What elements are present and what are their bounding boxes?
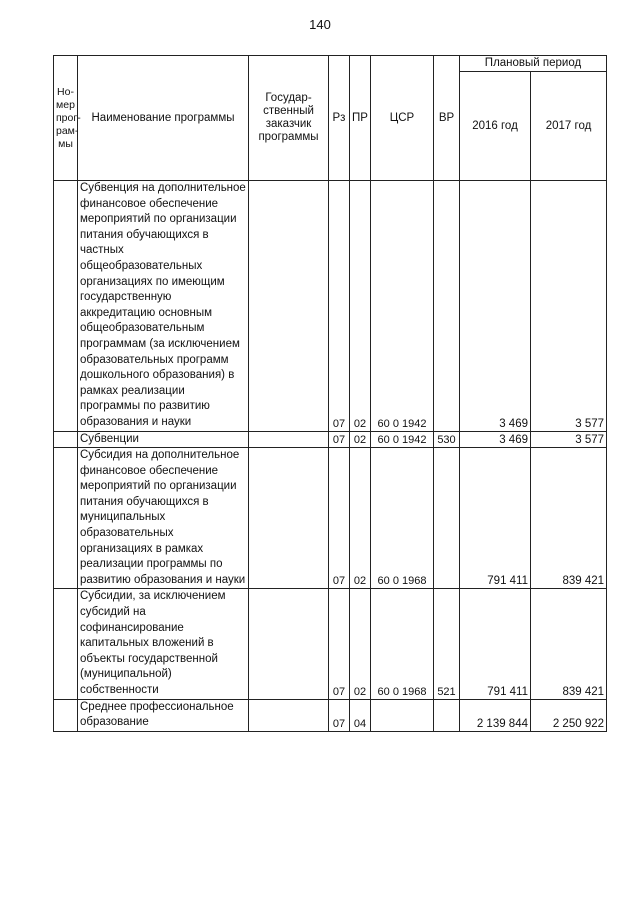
row-2017: 839 421 <box>531 448 607 589</box>
row-number <box>54 181 78 432</box>
row-rz: 07 <box>329 699 350 731</box>
row-csr <box>371 699 434 731</box>
table-row <box>54 589 607 699</box>
table-row <box>54 181 607 432</box>
row-vr <box>434 181 460 432</box>
page-number: 140 <box>309 17 331 32</box>
row-name: Субвенции <box>78 431 249 448</box>
row-2016: 791 411 <box>460 448 531 589</box>
row-customer <box>249 181 329 432</box>
row-pr: 02 <box>350 181 371 432</box>
row-2017: 839 421 <box>531 589 607 699</box>
row-rz: 07 <box>329 181 350 432</box>
row-pr: 04 <box>350 699 371 731</box>
row-csr: 60 0 1968 <box>371 448 434 589</box>
row-number <box>54 589 78 699</box>
row-rz: 07 <box>329 589 350 699</box>
header-customer: Государ- ственный заказчик программы <box>249 56 329 181</box>
row-name: Субвенция на дополнительное финансовое обеспечение мероприятий по организации питания обучающихся в частных общеобразовательных организациях по имеющим государственную аккредитацию основным общеобразовательным программам (за исключением образовательных программ дошкольного образования) в рамках реализации программы по развитию образования и науки <box>78 181 249 432</box>
header-rz: Рз <box>329 56 350 181</box>
row-2017: 3 577 <box>531 431 607 448</box>
row-csr: 60 0 1942 <box>371 431 434 448</box>
row-name: Среднее профессиональное образование <box>78 699 249 731</box>
row-2016: 3 469 <box>460 431 531 448</box>
header-program-name: Наименование программы <box>78 56 249 181</box>
row-customer <box>249 699 329 731</box>
row-pr: 02 <box>350 448 371 589</box>
header-year-2017: 2017 год <box>531 72 607 181</box>
header-planned-period: Плановый период <box>460 56 607 72</box>
row-vr: 530 <box>434 431 460 448</box>
header-vr: ВР <box>434 56 460 181</box>
row-customer <box>249 431 329 448</box>
row-2017: 3 577 <box>531 181 607 432</box>
row-2017: 2 250 922 <box>531 699 607 731</box>
row-csr: 60 0 1968 <box>371 589 434 699</box>
row-pr: 02 <box>350 589 371 699</box>
budget-table <box>53 55 607 732</box>
row-number <box>54 448 78 589</box>
row-2016: 2 139 844 <box>460 699 531 731</box>
header-csr: ЦСР <box>371 56 434 181</box>
row-2016: 791 411 <box>460 589 531 699</box>
table-row <box>54 699 607 731</box>
row-name: Субсидия на дополнительное финансовое обеспечение мероприятий по организации питания обучающихся в муниципальных образовательных организациях в рамках реализации программы по развитию образования и науки <box>78 448 249 589</box>
table-row <box>54 431 607 448</box>
row-pr: 02 <box>350 431 371 448</box>
row-2016: 3 469 <box>460 181 531 432</box>
row-number <box>54 699 78 731</box>
header-year-2016: 2016 год <box>460 72 531 181</box>
row-vr: 521 <box>434 589 460 699</box>
row-vr <box>434 699 460 731</box>
row-csr: 60 0 1942 <box>371 181 434 432</box>
row-rz: 07 <box>329 431 350 448</box>
row-rz: 07 <box>329 448 350 589</box>
table-row <box>54 448 607 589</box>
row-customer <box>249 589 329 699</box>
header-pr: ПР <box>350 56 371 181</box>
row-vr <box>434 448 460 589</box>
row-name: Субсидии, за исключением субсидий на софинансирование капитальных вложений в объекты государственной (муниципальной) собственности <box>78 589 249 699</box>
header-program-number: Но- мер прог- рам- мы <box>54 56 78 181</box>
row-customer <box>249 448 329 589</box>
row-number <box>54 431 78 448</box>
